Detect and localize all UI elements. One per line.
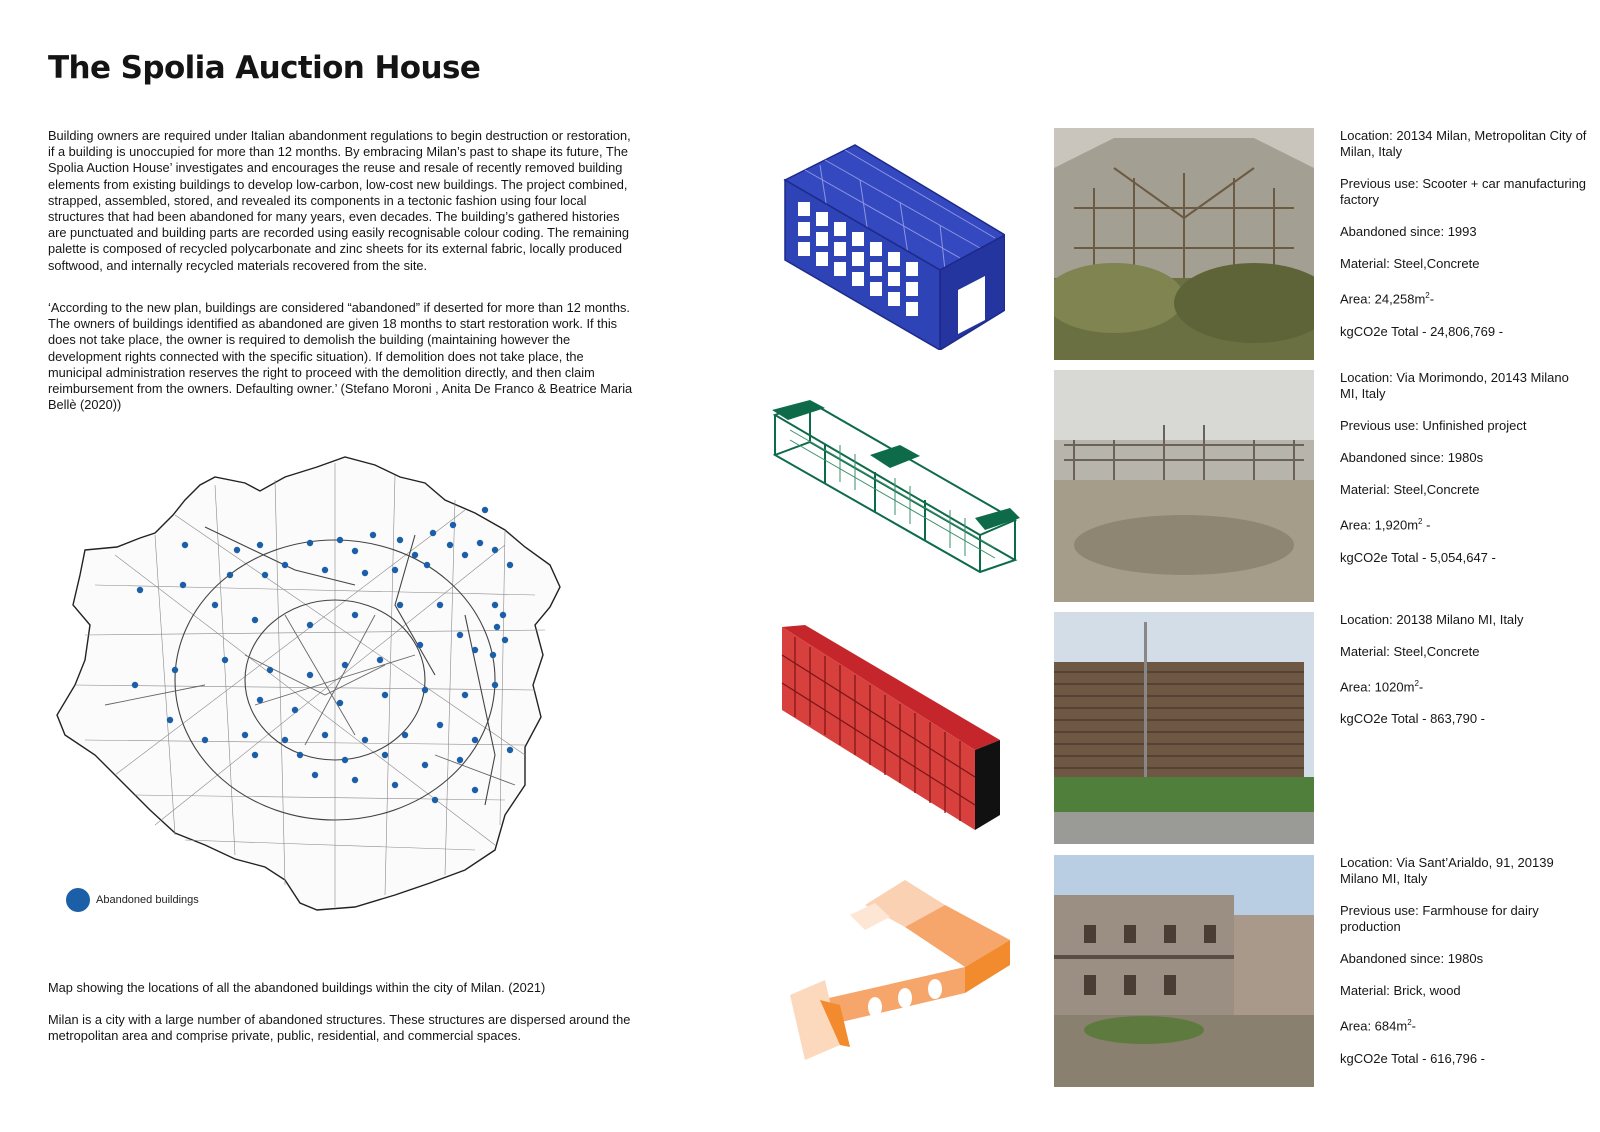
building-4-material: Material: Brick, wood bbox=[1340, 983, 1461, 999]
map-legend bbox=[66, 888, 199, 912]
building-1-previous-use: Previous use: Scooter + car manufacturing factory bbox=[1340, 176, 1587, 208]
photo-factory-ruin bbox=[1054, 128, 1314, 360]
building-3-location: Location: 20138 Milano MI, Italy bbox=[1340, 612, 1524, 627]
building-3-carbon: kgCO2e Total - 863,790 - bbox=[1340, 711, 1486, 727]
building-2-previous-use: Previous use: Unfinished project bbox=[1340, 418, 1527, 434]
photo-unfinished-project bbox=[1054, 370, 1314, 602]
isometric-blue-factory bbox=[780, 140, 1005, 350]
legend-dot-icon bbox=[66, 888, 90, 912]
isometric-red-block bbox=[780, 625, 1005, 830]
building-1-location: Location: 20134 Milan, Metropolitan City of Milan, Italy bbox=[1340, 128, 1587, 160]
building-1-material: Material: Steel,Concrete bbox=[1340, 256, 1480, 272]
quote-paragraph: ‘According to the new plan, buildings are considered “abandoned” if deserted for more than 12 months. The owners of buildings identified as abandoned are given 18 months to start restoration work. If this does not take place, the owner is required to demolish the building (maintaining however the development rights connected with the specific situation). If demolition does not take place, the municipal administration reserves the right to proceed with the demolition directly, and then claim reimbursement from the owners. Defaulting owner.’ (Stefano Moroni , Anita De Franco & Beatrice Maria Bellè (2020)) bbox=[48, 300, 633, 413]
building-1-carbon: kgCO2e Total - 24,806,769 - bbox=[1340, 323, 1504, 339]
building-2-abandoned: Abandoned since: 1980s bbox=[1340, 450, 1484, 466]
milan-map-drawing bbox=[55, 455, 580, 940]
building-1-abandoned: Abandoned since: 1993 bbox=[1340, 224, 1477, 240]
legend-label: Abandoned buildings bbox=[96, 894, 199, 906]
isometric-orange-farmhouse bbox=[780, 875, 1020, 1060]
page-title: The Spolia Auction House bbox=[48, 50, 481, 86]
building-4-previous-use: Previous use: Farmhouse for dairy production bbox=[1340, 903, 1539, 935]
building-2-info bbox=[1340, 370, 1590, 582]
milan-map bbox=[55, 455, 580, 940]
building-3-material: Material: Steel,Concrete bbox=[1340, 644, 1480, 659]
building-3-area: Area: $1020m^2-$ bbox=[1340, 679, 1424, 695]
intro-paragraph: Building owners are required under Italian abandonment regulations to begin destruction or restoration, if a building is unoccupied for more than 12 months. By embracing Milan’s past to shape its future, The Spolia Auction House’ investigates and encourages the reuse and resale of recently removed building elements from existing buildings to develop low-carbon, low-cost new buildings. The project combined, strapped, assembled, stored, and revealed its components in a tectonic fashion using four local structures that had been abandoned for many years, even decades. The building’s gathered histories are punctuated and building parts are recorded using easily recognisable colour coding. The remaining palette is composed of recycled polycarbonate and zinc sheets for its external fabric, locally produced softwood, and internally recycled materials recovered from the site. bbox=[48, 128, 631, 273]
isometric-green-frame bbox=[770, 400, 1020, 575]
building-2-material: Material: Steel,Concrete bbox=[1340, 482, 1480, 498]
photo-farmhouse bbox=[1054, 855, 1314, 1087]
building-4-location: Location: Via Sant’Arialdo, 91, 20139 Milano MI, Italy bbox=[1340, 855, 1554, 887]
photo-office-block bbox=[1054, 612, 1314, 844]
building-1-info bbox=[1340, 128, 1590, 356]
building-4-info bbox=[1340, 855, 1590, 1083]
building-4-abandoned: Abandoned since: 1980s bbox=[1340, 951, 1484, 967]
building-1-area: Area: $24,258m^2-$ bbox=[1340, 291, 1435, 307]
map-description: Milan is a city with a large number of abandoned structures. These structures are dispersed around the metropolitan area and comprise private, public, residential, and commercial spaces. bbox=[48, 1012, 631, 1044]
building-2-carbon: kgCO2e Total - 5,054,647 - bbox=[1340, 549, 1496, 565]
building-4-carbon: kgCO2e Total - 616,796 - bbox=[1340, 1050, 1486, 1066]
building-3-info bbox=[1340, 612, 1590, 743]
map-caption: Map showing the locations of all the abandoned buildings within the city of Milan. (2021) bbox=[48, 980, 546, 995]
building-2-area: Area: $1,920m^2$ - bbox=[1340, 517, 1431, 533]
building-2-location: Location: Via Morimondo, 20143 Milano MI, Italy bbox=[1340, 370, 1569, 402]
building-4-area: Area: $684m^2-$ bbox=[1340, 1018, 1416, 1034]
